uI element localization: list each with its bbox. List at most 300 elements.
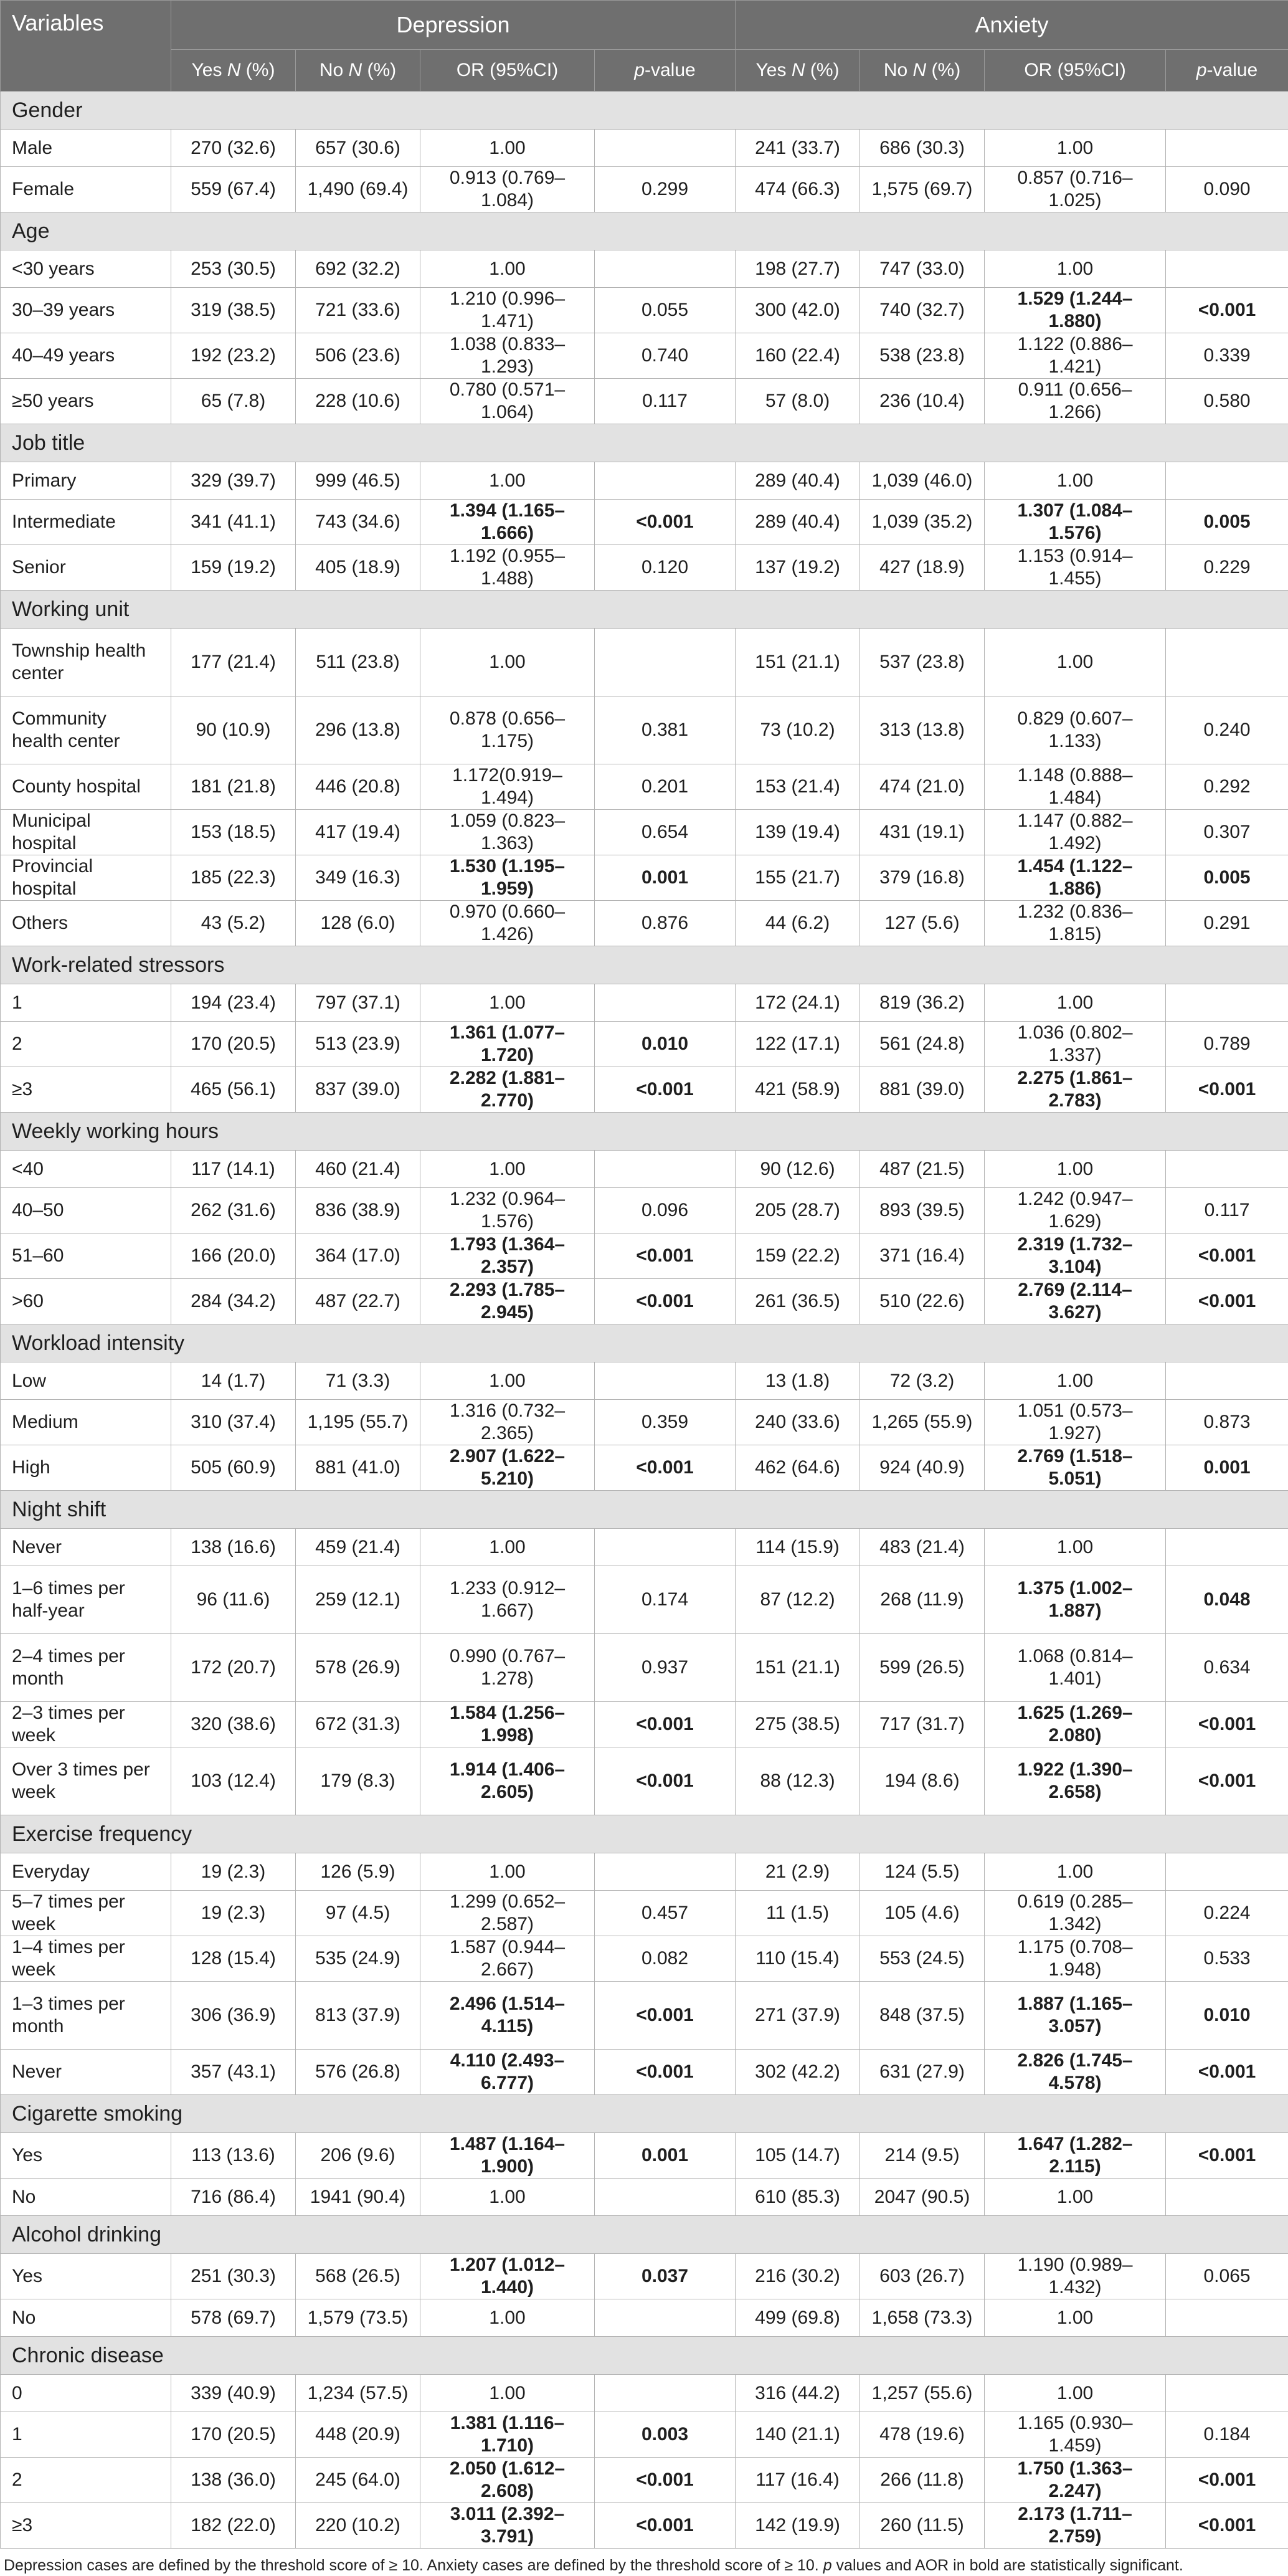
header-subcol: [985, 50, 1166, 92]
table-cell: 113 (13.6): [171, 2133, 296, 2179]
table-cell: 159 (22.2): [736, 1233, 860, 1279]
section-title: Chronic disease: [1, 2337, 1288, 2375]
table-cell: 0.634: [1166, 1634, 1288, 1702]
table-cell: 261 (36.5): [736, 1279, 860, 1324]
table-cell: 819 (36.2): [860, 984, 985, 1022]
section-title: Working unit: [1, 591, 1288, 629]
row-label: Senior: [1, 545, 171, 591]
table-cell: 431 (19.1): [860, 810, 985, 855]
table-cell: 220 (10.2): [296, 2503, 420, 2549]
table-row: [1, 333, 1288, 379]
row-label: Never: [1, 1529, 171, 1566]
table-cell: 284 (34.2): [171, 1279, 296, 1324]
table-cell: [595, 1362, 736, 1400]
subcol-suffix: (%): [362, 60, 396, 80]
table-cell: 341 (41.1): [171, 500, 296, 545]
subcol-text: Yes: [756, 60, 792, 80]
table-cell: 300 (42.0): [736, 288, 860, 333]
table-row: [1, 1747, 1288, 1815]
table-cell: 0.048: [1166, 1566, 1288, 1634]
table-cell: 0.457: [595, 1891, 736, 1936]
section-title: Work-related stressors: [1, 946, 1288, 984]
table-footnote: [0, 2549, 1288, 2576]
row-label: Never: [1, 2050, 171, 2095]
row-label: Municipal hospital: [1, 810, 171, 855]
table-cell: 553 (24.5): [860, 1936, 985, 1982]
table-cell: <0.001: [595, 1279, 736, 1324]
table-cell: 268 (11.9): [860, 1566, 985, 1634]
row-label: County hospital: [1, 764, 171, 810]
table-cell: [595, 250, 736, 288]
table-cell: 155 (21.7): [736, 855, 860, 901]
table-cell: 1.922 (1.390–2.658): [985, 1747, 1166, 1815]
table-cell: 1.00: [420, 1853, 595, 1891]
table-cell: [595, 629, 736, 696]
table-cell: 813 (37.9): [296, 1982, 420, 2050]
table-row: [1, 2375, 1288, 2412]
table-cell: 631 (27.9): [860, 2050, 985, 2095]
table-cell: 57 (8.0): [736, 379, 860, 424]
table-cell: 478 (19.6): [860, 2412, 985, 2458]
table-cell: 836 (38.9): [296, 1188, 420, 1233]
table-row: [1, 1362, 1288, 1400]
row-label: Female: [1, 167, 171, 212]
row-label: 40–49 years: [1, 333, 171, 379]
table-cell: 1.068 (0.814–1.401): [985, 1634, 1166, 1702]
table-cell: 153 (21.4): [736, 764, 860, 810]
table-cell: 0.359: [595, 1400, 736, 1445]
row-label: 2–3 times per week: [1, 1702, 171, 1747]
table-cell: <0.001: [595, 2503, 736, 2549]
table-cell: 96 (11.6): [171, 1566, 296, 1634]
table-cell: 105 (14.7): [736, 2133, 860, 2179]
table-cell: 483 (21.4): [860, 1529, 985, 1566]
table-cell: 465 (56.1): [171, 1067, 296, 1113]
section-title: Gender: [1, 92, 1288, 130]
row-label: 1–4 times per week: [1, 1936, 171, 1982]
table-cell: 1.00: [420, 1151, 595, 1188]
table-cell: 1.00: [985, 1362, 1166, 1400]
table-cell: 0.292: [1166, 764, 1288, 810]
table-cell: 1.207 (1.012–1.440): [420, 2254, 595, 2299]
table-cell: 446 (20.8): [296, 764, 420, 810]
table-cell: [595, 1529, 736, 1566]
table-cell: 0.937: [595, 1634, 736, 1702]
table-cell: 2.826 (1.745–4.578): [985, 2050, 1166, 2095]
row-label: 1: [1, 984, 171, 1022]
table-row: [1, 250, 1288, 288]
table-cell: 1.394 (1.165–1.666): [420, 500, 595, 545]
table-cell: 1,257 (55.6): [860, 2375, 985, 2412]
table-cell: 379 (16.8): [860, 855, 985, 901]
table-cell: 881 (41.0): [296, 1445, 420, 1491]
section-row: [1, 92, 1288, 130]
table-cell: 0.876: [595, 901, 736, 946]
row-label: 1: [1, 2412, 171, 2458]
table-cell: [595, 2375, 736, 2412]
table-cell: <0.001: [1166, 288, 1288, 333]
table-cell: 205 (28.7): [736, 1188, 860, 1233]
subcol-suffix: -value: [645, 60, 696, 80]
table-cell: 271 (37.9): [736, 1982, 860, 2050]
table-cell: 0.229: [1166, 545, 1288, 591]
table-cell: 0.003: [595, 2412, 736, 2458]
table-cell: 124 (5.5): [860, 1853, 985, 1891]
row-label: 2: [1, 1022, 171, 1067]
table-cell: 578 (69.7): [171, 2299, 296, 2337]
table-cell: 459 (21.4): [296, 1529, 420, 1566]
table-cell: 1,265 (55.9): [860, 1400, 985, 1445]
table-cell: 0.780 (0.571–1.064): [420, 379, 595, 424]
subcol-text: OR (95%CI): [457, 60, 558, 80]
table-cell: 0.291: [1166, 901, 1288, 946]
section-title: Night shift: [1, 1491, 1288, 1529]
table-cell: 1.299 (0.652–2.587): [420, 1891, 595, 1936]
table-cell: 1.00: [420, 2179, 595, 2216]
table-cell: [595, 1853, 736, 1891]
table-cell: 0.789: [1166, 1022, 1288, 1067]
table-cell: 1,490 (69.4): [296, 167, 420, 212]
table-cell: 90 (10.9): [171, 696, 296, 764]
table-cell: 0.090: [1166, 167, 1288, 212]
table-cell: 251 (30.3): [171, 2254, 296, 2299]
table-cell: 672 (31.3): [296, 1702, 420, 1747]
table-cell: 506 (23.6): [296, 333, 420, 379]
table-row: [1, 379, 1288, 424]
table-cell: 105 (4.6): [860, 1891, 985, 1936]
table-cell: 421 (58.9): [736, 1067, 860, 1113]
table-cell: 170 (20.5): [171, 1022, 296, 1067]
table-cell: 289 (40.4): [736, 462, 860, 500]
table-cell: 88 (12.3): [736, 1747, 860, 1815]
table-cell: 716 (86.4): [171, 2179, 296, 2216]
table-row: [1, 1400, 1288, 1445]
table-cell: 0.873: [1166, 1400, 1288, 1445]
footnote-p-italic: p: [823, 2557, 832, 2574]
table-cell: 11 (1.5): [736, 1891, 860, 1936]
table-cell: 1.00: [420, 1529, 595, 1566]
table-cell: [1166, 1362, 1288, 1400]
table-cell: 371 (16.4): [860, 1233, 985, 1279]
table-cell: 0.096: [595, 1188, 736, 1233]
table-cell: 0.307: [1166, 810, 1288, 855]
table-cell: 1,039 (35.2): [860, 500, 985, 545]
table-cell: 0.619 (0.285–1.342): [985, 1891, 1166, 1936]
table-cell: [1166, 2179, 1288, 2216]
row-label: Over 3 times per week: [1, 1747, 171, 1815]
section-row: [1, 212, 1288, 250]
table-cell: [1166, 250, 1288, 288]
table-cell: 538 (23.8): [860, 333, 985, 379]
table-row: [1, 1279, 1288, 1324]
table-cell: 1,234 (57.5): [296, 2375, 420, 2412]
row-label: No: [1, 2299, 171, 2337]
table-cell: 1.00: [985, 1853, 1166, 1891]
table-cell: 513 (23.9): [296, 1022, 420, 1067]
table-cell: 0.010: [595, 1022, 736, 1067]
table-cell: 1.625 (1.269–2.080): [985, 1702, 1166, 1747]
table-cell: 1.00: [985, 462, 1166, 500]
subcol-italic: N: [227, 60, 241, 80]
row-label: 30–39 years: [1, 288, 171, 333]
table-cell: 1,658 (73.3): [860, 2299, 985, 2337]
table-cell: 275 (38.5): [736, 1702, 860, 1747]
table-cell: 1.530 (1.195–1.959): [420, 855, 595, 901]
header-subcol: [736, 50, 860, 92]
row-label: 5–7 times per week: [1, 1891, 171, 1936]
table-cell: 214 (9.5): [860, 2133, 985, 2179]
table-cell: 1.175 (0.708–1.948): [985, 1936, 1166, 1982]
table-cell: 1.00: [420, 250, 595, 288]
table-cell: [1166, 1151, 1288, 1188]
table-cell: 198 (27.7): [736, 250, 860, 288]
subcol-text: No: [884, 60, 913, 80]
section-row: [1, 1491, 1288, 1529]
table-cell: 0.010: [1166, 1982, 1288, 2050]
table-cell: 576 (26.8): [296, 2050, 420, 2095]
table-cell: 117 (14.1): [171, 1151, 296, 1188]
table-cell: 487 (22.7): [296, 1279, 420, 1324]
row-label: Others: [1, 901, 171, 946]
table-cell: 216 (30.2): [736, 2254, 860, 2299]
table-body: [1, 92, 1288, 2549]
table-cell: 0.117: [1166, 1188, 1288, 1233]
table-cell: <0.001: [1166, 2133, 1288, 2179]
table-cell: 1.00: [985, 250, 1166, 288]
table-cell: 1.038 (0.833–1.293): [420, 333, 595, 379]
table-cell: 511 (23.8): [296, 629, 420, 696]
table-cell: [1166, 1853, 1288, 1891]
table-cell: 499 (69.8): [736, 2299, 860, 2337]
table-cell: [1166, 462, 1288, 500]
table-cell: 138 (16.6): [171, 1529, 296, 1566]
table-cell: 103 (12.4): [171, 1747, 296, 1815]
table-row: [1, 696, 1288, 764]
table-row: [1, 2133, 1288, 2179]
table-cell: 2.050 (1.612–2.608): [420, 2458, 595, 2503]
table-cell: 1.00: [420, 462, 595, 500]
table-cell: 21 (2.9): [736, 1853, 860, 1891]
row-label: ≥3: [1, 1067, 171, 1113]
table-cell: 1.148 (0.888–1.484): [985, 764, 1166, 810]
table-cell: 721 (33.6): [296, 288, 420, 333]
table-cell: 65 (7.8): [171, 379, 296, 424]
table-cell: 71 (3.3): [296, 1362, 420, 1400]
table-cell: 177 (21.4): [171, 629, 296, 696]
table-cell: 1.914 (1.406–2.605): [420, 1747, 595, 1815]
table-cell: <0.001: [1166, 1067, 1288, 1113]
table-cell: [1166, 1529, 1288, 1566]
footnote-rest: values and AOR in bold are statistically significant.: [832, 2557, 1183, 2574]
table-cell: 1.210 (0.996–1.471): [420, 288, 595, 333]
table-cell: 97 (4.5): [296, 1891, 420, 1936]
table-cell: 0.174: [595, 1566, 736, 1634]
table-row: [1, 1151, 1288, 1188]
row-label: Yes: [1, 2133, 171, 2179]
table-cell: 1,579 (73.5): [296, 2299, 420, 2337]
subcol-italic: N: [349, 60, 362, 80]
table-cell: 139 (19.4): [736, 810, 860, 855]
table-cell: 0.381: [595, 696, 736, 764]
table-cell: 797 (37.1): [296, 984, 420, 1022]
table-cell: 310 (37.4): [171, 1400, 296, 1445]
table-row: [1, 629, 1288, 696]
table-cell: [595, 130, 736, 167]
section-title: Alcohol drinking: [1, 2216, 1288, 2254]
table-cell: 462 (64.6): [736, 1445, 860, 1491]
table-cell: 999 (46.5): [296, 462, 420, 500]
header-variables: Variables: [1, 1, 171, 92]
table-cell: 128 (6.0): [296, 901, 420, 946]
table-cell: <0.001: [1166, 1747, 1288, 1815]
table-row: [1, 1853, 1288, 1891]
table-row: [1, 855, 1288, 901]
table-cell: 0.990 (0.767–1.278): [420, 1634, 595, 1702]
table-row: [1, 2412, 1288, 2458]
subcol-suffix: (%): [240, 60, 275, 80]
table-cell: 236 (10.4): [860, 379, 985, 424]
table-cell: <0.001: [595, 1747, 736, 1815]
section-title: Job title: [1, 424, 1288, 462]
table-row: [1, 2179, 1288, 2216]
table-cell: [595, 984, 736, 1022]
row-label: Primary: [1, 462, 171, 500]
table-cell: 0.001: [595, 855, 736, 901]
table-cell: 270 (32.6): [171, 130, 296, 167]
table-cell: 474 (21.0): [860, 764, 985, 810]
section-title: Workload intensity: [1, 1324, 1288, 1362]
table-cell: 320 (38.6): [171, 1702, 296, 1747]
table-cell: [1166, 2375, 1288, 2412]
table-cell: 1,195 (55.7): [296, 1400, 420, 1445]
table-cell: 329 (39.7): [171, 462, 296, 500]
footnote-main: Depression cases are defined by the threshold score of ≥ 10. Anxiety cases are defined by the threshold score of ≥ 10.: [4, 2557, 823, 2574]
section-title: Weekly working hours: [1, 1113, 1288, 1151]
table-cell: [595, 1151, 736, 1188]
table-cell: 1.375 (1.002–1.887): [985, 1566, 1166, 1634]
table-cell: [595, 2299, 736, 2337]
table-row: [1, 1891, 1288, 1936]
header-subcolumns: [1, 50, 1288, 92]
table-cell: 2.496 (1.514–4.115): [420, 1982, 595, 2050]
table-cell: 568 (26.5): [296, 2254, 420, 2299]
row-label: ≥3: [1, 2503, 171, 2549]
table-cell: 1.00: [985, 984, 1166, 1022]
header-subcol: [595, 50, 736, 92]
table-cell: 559 (67.4): [171, 167, 296, 212]
table-cell: 0.184: [1166, 2412, 1288, 2458]
table-cell: [1166, 984, 1288, 1022]
subcol-text: OR (95%CI): [1024, 60, 1125, 80]
table-cell: 122 (17.1): [736, 1022, 860, 1067]
table-cell: 1.00: [985, 130, 1166, 167]
table-cell: 2.173 (1.711–2.759): [985, 2503, 1166, 2549]
table-cell: 1.00: [420, 629, 595, 696]
row-label: <40: [1, 1151, 171, 1188]
table-cell: <0.001: [1166, 1702, 1288, 1747]
table-row: [1, 288, 1288, 333]
table-cell: 1,039 (46.0): [860, 462, 985, 500]
table-cell: 510 (22.6): [860, 1279, 985, 1324]
row-label: High: [1, 1445, 171, 1491]
table-cell: 657 (30.6): [296, 130, 420, 167]
section-row: [1, 2095, 1288, 2133]
subcol-italic: N: [792, 60, 805, 80]
table-cell: 1,575 (69.7): [860, 167, 985, 212]
table-cell: 0.339: [1166, 333, 1288, 379]
row-label: <30 years: [1, 250, 171, 288]
row-label: 0: [1, 2375, 171, 2412]
table-row: [1, 1022, 1288, 1067]
row-label: Provincial hospital: [1, 855, 171, 901]
subcol-italic: p: [634, 60, 645, 80]
table-cell: 1.00: [420, 2375, 595, 2412]
table-cell: 44 (6.2): [736, 901, 860, 946]
table-cell: 73 (10.2): [736, 696, 860, 764]
table-cell: 1.059 (0.823–1.363): [420, 810, 595, 855]
table-cell: 19 (2.3): [171, 1853, 296, 1891]
section-row: [1, 2337, 1288, 2375]
table-row: [1, 1566, 1288, 1634]
table-cell: 241 (33.7): [736, 130, 860, 167]
table-cell: 87 (12.2): [736, 1566, 860, 1634]
table-row: [1, 1634, 1288, 1702]
row-label: Yes: [1, 2254, 171, 2299]
table-cell: 182 (22.0): [171, 2503, 296, 2549]
table-cell: 1.307 (1.084–1.576): [985, 500, 1166, 545]
table-cell: 0.082: [595, 1936, 736, 1982]
table-cell: 262 (31.6): [171, 1188, 296, 1233]
table-cell: 181 (21.8): [171, 764, 296, 810]
table-cell: 1.793 (1.364–2.357): [420, 1233, 595, 1279]
table-cell: 893 (39.5): [860, 1188, 985, 1233]
section-row: [1, 424, 1288, 462]
table-row: [1, 2299, 1288, 2337]
table-cell: 1.051 (0.573–1.927): [985, 1400, 1166, 1445]
table-cell: 137 (19.2): [736, 545, 860, 591]
table-cell: 0.857 (0.716–1.025): [985, 167, 1166, 212]
table-cell: 316 (44.2): [736, 2375, 860, 2412]
table-cell: 2.293 (1.785–2.945): [420, 1279, 595, 1324]
header-subcol: [860, 50, 985, 92]
subcol-suffix: (%): [805, 60, 840, 80]
table-cell: 1.00: [420, 984, 595, 1022]
table-cell: 1.381 (1.116–1.710): [420, 2412, 595, 2458]
table-cell: 561 (24.8): [860, 1022, 985, 1067]
table-cell: 0.001: [595, 2133, 736, 2179]
table-cell: 313 (13.8): [860, 696, 985, 764]
row-label: 2: [1, 2458, 171, 2503]
table-cell: 306 (36.9): [171, 1982, 296, 2050]
table-row: [1, 810, 1288, 855]
table-row: [1, 764, 1288, 810]
table-cell: 1.361 (1.077–1.720): [420, 1022, 595, 1067]
section-row: [1, 1324, 1288, 1362]
table-cell: 599 (26.5): [860, 1634, 985, 1702]
table-row: [1, 1067, 1288, 1113]
table-cell: 717 (31.7): [860, 1702, 985, 1747]
subcol-italic: N: [913, 60, 927, 80]
table-cell: 142 (19.9): [736, 2503, 860, 2549]
table-cell: 19 (2.3): [171, 1891, 296, 1936]
table-cell: 881 (39.0): [860, 1067, 985, 1113]
table-cell: 259 (12.1): [296, 1566, 420, 1634]
table-cell: 0.005: [1166, 855, 1288, 901]
table-cell: 1.00: [985, 2179, 1166, 2216]
table-cell: 2.275 (1.861–2.783): [985, 1067, 1166, 1113]
table-cell: 90 (12.6): [736, 1151, 860, 1188]
table-cell: 0.001: [1166, 1445, 1288, 1491]
